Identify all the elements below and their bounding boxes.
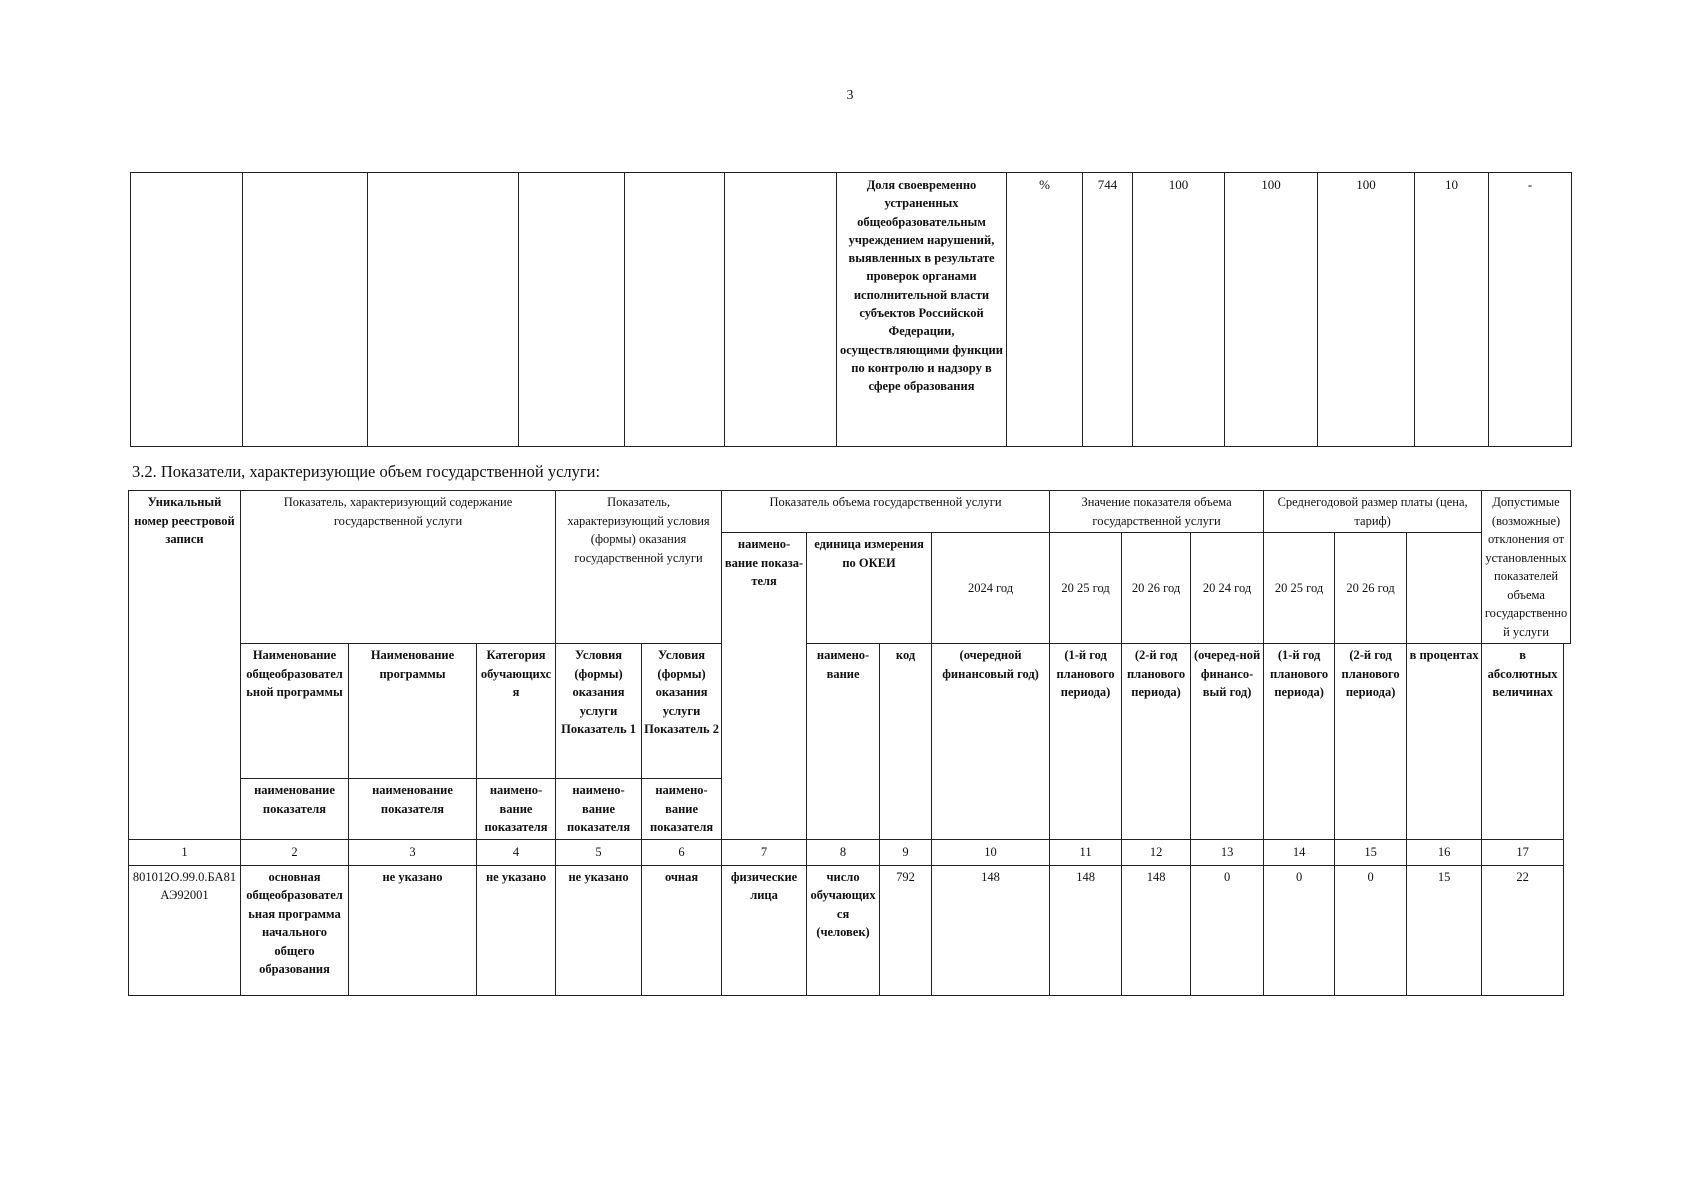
cell-fee-2024: 0 (1191, 865, 1264, 995)
quality-indicator-name: Доля своевременно устраненных общеобразовательным учреждением нарушений, выявленных в результате проверок органами исполнительной власти субъектов Российской Федерации, осуществляющими функции по контролю и надзору в сфере образования (837, 173, 1007, 447)
column-number: 5 (556, 839, 642, 865)
header-program-name: Наименование программы (349, 644, 477, 779)
column-number: 1 (129, 839, 241, 865)
quality-indicators-table-continuation (130, 172, 1572, 447)
column-number: 17 (1482, 839, 1564, 865)
header-edu-program-name: Наименование общеобразовательной программы (241, 644, 349, 779)
header-plan-1: (1-й год планового периода) (1264, 644, 1335, 840)
header-avg-fee: Среднегодовой размер платы (цена, тариф) (1264, 491, 1482, 533)
table-row (131, 173, 1572, 447)
cell-category: не указано (477, 865, 556, 995)
header-student-category: Категория обучающихся (477, 644, 556, 779)
column-number: 3 (349, 839, 477, 865)
column-numbers-row (129, 839, 1571, 865)
header-deviations: Допустимые (возможные) отклонения от установленных показателей объема государственной услуги (1482, 491, 1571, 644)
header-row (129, 491, 1571, 533)
header-in-percent: в процентах (1407, 644, 1482, 840)
header-indicator-name: наимено-вание показа-теля (722, 533, 807, 840)
empty-cell (625, 173, 725, 447)
header-year-2026: 20 26 год (1122, 533, 1191, 644)
cell-condition-1: не указано (556, 865, 642, 995)
cell-unit-name: число обучающихся (человек) (807, 865, 880, 995)
cell-fee-2025: 0 (1264, 865, 1335, 995)
header-plan-1: (1-й год планового периода) (1050, 644, 1122, 840)
column-number: 7 (722, 839, 807, 865)
empty-cell (131, 173, 243, 447)
column-number: 9 (880, 839, 932, 865)
empty-cell (725, 173, 837, 447)
column-number: 11 (1050, 839, 1122, 865)
header-content-indicator: Показатель, характеризующий содержание государственной услуги (241, 491, 556, 644)
value-cell: 100 (1133, 173, 1225, 447)
column-number: 16 (1407, 839, 1482, 865)
header-year-2024: 2024 год (932, 533, 1050, 644)
cell-value-2024: 148 (932, 865, 1050, 995)
empty-cell (243, 173, 368, 447)
column-number: 4 (477, 839, 556, 865)
header-volume-indicator: Показатель объема государственной услуги (722, 491, 1050, 533)
header-name-indicator: наименование показателя (349, 779, 477, 840)
header-unit-okei: единица измерения по ОКЕИ (807, 533, 932, 644)
column-number: 15 (1335, 839, 1407, 865)
deviation-abs-cell: - (1489, 173, 1572, 447)
deviation-percent-cell: 10 (1415, 173, 1489, 447)
header-in-abs: в абсолютных величинах (1482, 644, 1564, 840)
header-unit-code: код (880, 644, 932, 840)
cell-condition-2: очная (642, 865, 722, 995)
header-fee-2025: 20 25 год (1264, 533, 1335, 644)
page-number: 3 (846, 88, 854, 103)
column-number: 6 (642, 839, 722, 865)
header-unit-name: наимено-вание (807, 644, 880, 840)
header-conditions-indicator: Показатель, характеризующий условия (формы) оказания государственной услуги (556, 491, 722, 644)
header-name-indicator-short: наимено-вание показателя (556, 779, 642, 840)
value-cell: 100 (1318, 173, 1415, 447)
cell-unit-code: 792 (880, 865, 932, 995)
header-plan-2: (2-й год планового периода) (1335, 644, 1407, 840)
cell-value-2026: 148 (1122, 865, 1191, 995)
header-name-indicator: наименование показателя (241, 779, 349, 840)
cell-indicator: физические лица (722, 865, 807, 995)
header-conditions-1: Условия (формы) оказания услуги Показатель 1 (556, 644, 642, 779)
empty-cell (519, 173, 625, 447)
header-unique-number: Уникальный номер реестровой записи (129, 491, 241, 840)
column-number: 2 (241, 839, 349, 865)
column-number: 13 (1191, 839, 1264, 865)
header-fee-2024: 20 24 год (1191, 533, 1264, 644)
header-row (129, 644, 1571, 779)
value-cell: 100 (1225, 173, 1318, 447)
header-fee-2026: 20 26 год (1335, 533, 1407, 644)
table-row (129, 865, 1571, 995)
cell-fee-2026: 0 (1335, 865, 1407, 995)
header-volume-value: Значение показателя объема государственной услуги (1050, 491, 1264, 533)
cell-program: основная общеобразовательная программа начального общего образования (241, 865, 349, 995)
column-number: 14 (1264, 839, 1335, 865)
cell-value-2025: 148 (1050, 865, 1122, 995)
header-next-fin-year: (очередной финансовый год) (932, 644, 1050, 840)
column-number: 10 (932, 839, 1050, 865)
column-number: 8 (807, 839, 880, 865)
cell-deviation-percent: 15 (1407, 865, 1482, 995)
okei-cell: 744 (1083, 173, 1133, 447)
empty-cell (368, 173, 519, 447)
cell-unique-number: 801012О.99.0.БА81АЭ92001 (129, 865, 241, 995)
cell-program-type: не указано (349, 865, 477, 995)
volume-indicators-table (128, 490, 1571, 996)
header-next-fin-year-short: (очеред-ной финансо-вый год) (1191, 644, 1264, 840)
header-year-2025: 20 25 год (1050, 533, 1122, 644)
header-name-indicator-short: наимено-вание показателя (642, 779, 722, 840)
cell-deviation-abs: 22 (1482, 865, 1564, 995)
unit-cell: % (1007, 173, 1083, 447)
header-name-indicator-short: наимено-вание показателя (477, 779, 556, 840)
header-plan-2: (2-й год планового периода) (1122, 644, 1191, 840)
column-number: 12 (1122, 839, 1191, 865)
section-title: 3.2. Показатели, характеризующие объем государственной услуги: (132, 462, 601, 481)
header-conditions-2: Условия (формы) оказания услуги Показатель 2 (642, 644, 722, 779)
